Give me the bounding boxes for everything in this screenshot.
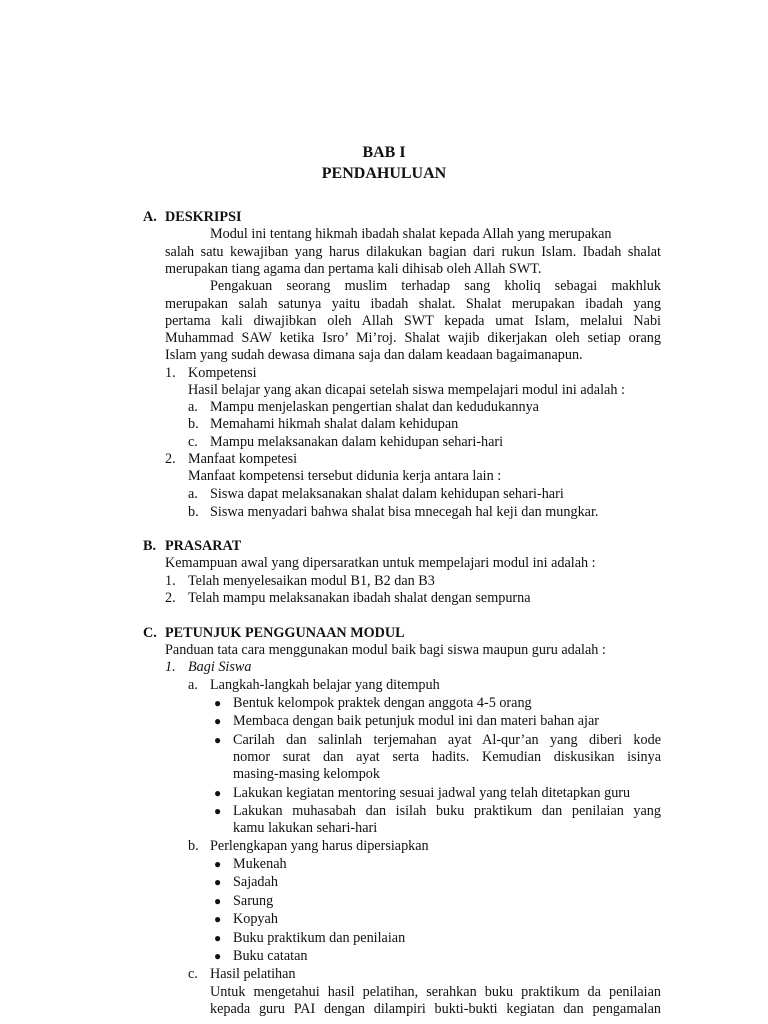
section-c-label: C. [143, 625, 157, 641]
bullet-icon: ● [214, 857, 222, 871]
bullet-icon: ● [214, 894, 222, 908]
bullet-icon: ● [214, 733, 222, 747]
paragraph-line: Modul ini tentang hikmah ibadah shalat kepada Allah yang merupakan [210, 226, 612, 242]
bullet-icon: ● [214, 949, 222, 963]
bullet-item: Sajadah [233, 874, 278, 890]
bullet-item: Membaca dengan baik petunjuk modul ini dan materi bahan ajar [233, 713, 599, 729]
paragraph-line: pertama kali diwajibkan oleh Allah SWT kepada umat Islam, melalui Nabi [165, 313, 661, 329]
section-b-heading: PRASARAT [165, 538, 242, 554]
list-marker: b. [188, 416, 199, 432]
subheading-bagi-siswa: Bagi Siswa [188, 659, 252, 675]
subheading-kompetensi: Kompetensi [188, 365, 257, 381]
list-number: 1. [165, 659, 176, 675]
paragraph-line: merupakan salah satunya yaitu ibadah shalat. Shalat merupakan ibadah yang [165, 296, 661, 312]
subheading-manfaat: Manfaat kompetesi [188, 451, 298, 467]
list-number: 2. [165, 451, 176, 467]
bullet-item: Kopyah [233, 911, 278, 927]
paragraph-line: salah satu kewajiban yang harus dilakukan bagian dari rukun Islam. Ibadah shalat [165, 244, 661, 260]
bullet-item: Buku praktikum dan penilaian [233, 930, 406, 946]
chapter-title: PENDAHULUAN [321, 165, 447, 182]
list-item: Mampu melaksanakan dalam kehidupan sehari-hari [210, 434, 504, 450]
bullet-item: Sarung [233, 893, 274, 909]
bullet-item: Lakukan kegiatan mentoring sesuai jadwal yang telah ditetapkan guru [233, 785, 631, 801]
list-number: 1. [165, 365, 176, 381]
bullet-icon: ● [214, 875, 222, 889]
paragraph-line: merupakan tiang agama dan pertama kali dihisab oleh Allah SWT. [165, 261, 542, 277]
bullet-item: Buku catatan [233, 948, 308, 964]
bullet-icon: ● [214, 804, 222, 818]
section-a-label: A. [143, 209, 157, 225]
bullet-icon: ● [214, 786, 222, 800]
bullet-item: Lakukan muhasabah dan isilah buku praktikum dan penilaian yang [233, 803, 661, 819]
bullet-icon: ● [214, 714, 222, 728]
bullet-item: Bentuk kelompok praktek dengan anggota 4-5 orang [233, 695, 532, 711]
bullet-icon: ● [214, 931, 222, 945]
list-item: Siswa menyadari bahwa shalat bisa mnecegah hal keji dan mungkar. [210, 504, 599, 520]
paragraph-line: Kemampuan awal yang dipersaratkan untuk mempelajari modul ini adalah : [165, 555, 596, 571]
list-marker: b. [188, 504, 199, 520]
list-item: Mampu menjelaskan pengertian shalat dan kedudukannya [210, 399, 539, 415]
bullet-item: Mukenah [233, 856, 287, 872]
section-b-label: B. [143, 538, 157, 554]
list-item: Perlengkapan yang harus dipersiapkan [210, 838, 429, 854]
paragraph-line: kepada guru PAI dengan dilampiri bukti-bukti kegiatan dan pengamalan [210, 1001, 661, 1017]
list-item: Siswa dapat melaksanakan shalat dalam kehidupan sehari-hari [210, 486, 564, 502]
list-item: Telah menyelesaikan modul B1, B2 dan B3 [188, 573, 435, 589]
paragraph-line: Manfaat kompetensi tersebut didunia kerja antara lain : [188, 468, 502, 484]
bullet-item-continuation: masing-masing kelompok [233, 766, 380, 782]
paragraph-line: Panduan tata cara menggunakan modul baik bagi siswa maupun guru adalah : [165, 642, 606, 658]
list-number: 1. [165, 573, 176, 589]
list-marker: a. [188, 486, 198, 502]
paragraph-line: Pengakuan seorang muslim terhadap sang kholiq sebagai makhluk [210, 278, 661, 294]
bullet-item: Carilah dan salinlah terjemahan ayat Al-qur’an yang diberi kode [233, 732, 661, 748]
paragraph-line: Hasil belajar yang akan dicapai setelah siswa mempelajari modul ini adalah : [188, 382, 625, 398]
bullet-item-continuation: nomor surat dan ayat serta hadits. Kemudian diskusikan isinya [233, 749, 661, 765]
list-item: Hasil pelatihan [210, 966, 296, 982]
list-marker: b. [188, 838, 199, 854]
list-item: Memahami hikmah shalat dalam kehidupan [210, 416, 459, 432]
bullet-icon: ● [214, 912, 222, 926]
list-marker: a. [188, 677, 198, 693]
paragraph-line: Muhammad SAW ketika Isro’ Mi’roj. Shalat wajib dikerjakan oleh setiap orang [165, 330, 661, 346]
section-a-heading: DESKRIPSI [165, 209, 242, 225]
list-item: Langkah-langkah belajar yang ditempuh [210, 677, 440, 693]
chapter-number: BAB I [362, 144, 406, 161]
list-number: 2. [165, 590, 176, 606]
bullet-item-continuation: kamu lakukan sehari-hari [233, 820, 378, 836]
list-marker: c. [188, 434, 198, 450]
section-c-heading: PETUNJUK PENGGUNAAN MODUL [165, 625, 405, 641]
list-marker: c. [188, 966, 198, 982]
list-marker: a. [188, 399, 198, 415]
paragraph-line: Islam yang sudah dewasa dimana saja dan dalam keadaan bagaimanapun. [165, 347, 583, 363]
paragraph-line: Untuk mengetahui hasil pelatihan, serahkan buku praktikum da penilaian [210, 984, 661, 1000]
list-item: Telah mampu melaksanakan ibadah shalat dengan sempurna [188, 590, 531, 606]
bullet-icon: ● [214, 696, 222, 710]
